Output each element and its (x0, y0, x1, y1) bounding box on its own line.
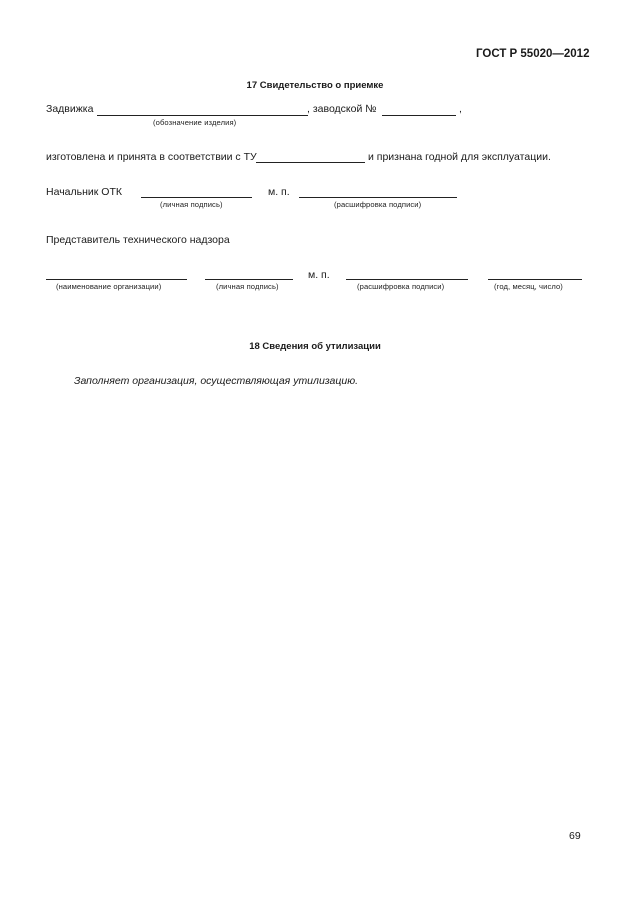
stamp-label-2: м. п. (308, 269, 330, 281)
factory-number-field[interactable] (382, 115, 456, 116)
rep-decoding-field[interactable] (346, 279, 468, 280)
section-17-title: 17 Свидетельство о приемке (246, 80, 384, 91)
otk-head-label: Начальник ОТК (46, 186, 122, 198)
factory-number-label: , заводской № (307, 103, 377, 115)
disposal-note: Заполняет организация, осуществляющая утилизацию. (74, 375, 359, 387)
stamp-label: м. п. (268, 186, 290, 198)
rep-decoding-caption: (расшифровка подписи) (357, 282, 445, 291)
valve-designation-caption: (обозначение изделия) (153, 118, 237, 127)
date-caption: (год, месяц, число) (494, 282, 563, 291)
section-18-title: 18 Сведения об утилизации (249, 341, 381, 352)
date-field[interactable] (488, 279, 582, 280)
row-comma: , (459, 103, 462, 115)
rep-signature-field[interactable] (205, 279, 293, 280)
otk-signature-caption: (личная подпись) (160, 200, 223, 209)
standard-code: ГОСТ Р 55020—2012 (476, 48, 590, 60)
otk-decoding-caption: (расшифровка подписи) (334, 200, 422, 209)
valve-designation-field[interactable] (97, 115, 308, 116)
suitable-text: и признана годной для эксплуатации. (368, 151, 551, 163)
otk-decoding-field[interactable] (299, 197, 457, 198)
manufactured-text: изготовлена и принята в соответствии с ТУ (46, 151, 257, 163)
tu-number-field[interactable] (256, 162, 365, 163)
organization-field[interactable] (46, 279, 187, 280)
organization-caption: (наименование организации) (56, 282, 162, 291)
tech-rep-label: Представитель технического надзора (46, 234, 230, 246)
otk-signature-field[interactable] (141, 197, 252, 198)
rep-signature-caption: (личная подпись) (216, 282, 279, 291)
valve-label: Задвижка (46, 103, 94, 115)
page-number: 69 (569, 830, 581, 842)
